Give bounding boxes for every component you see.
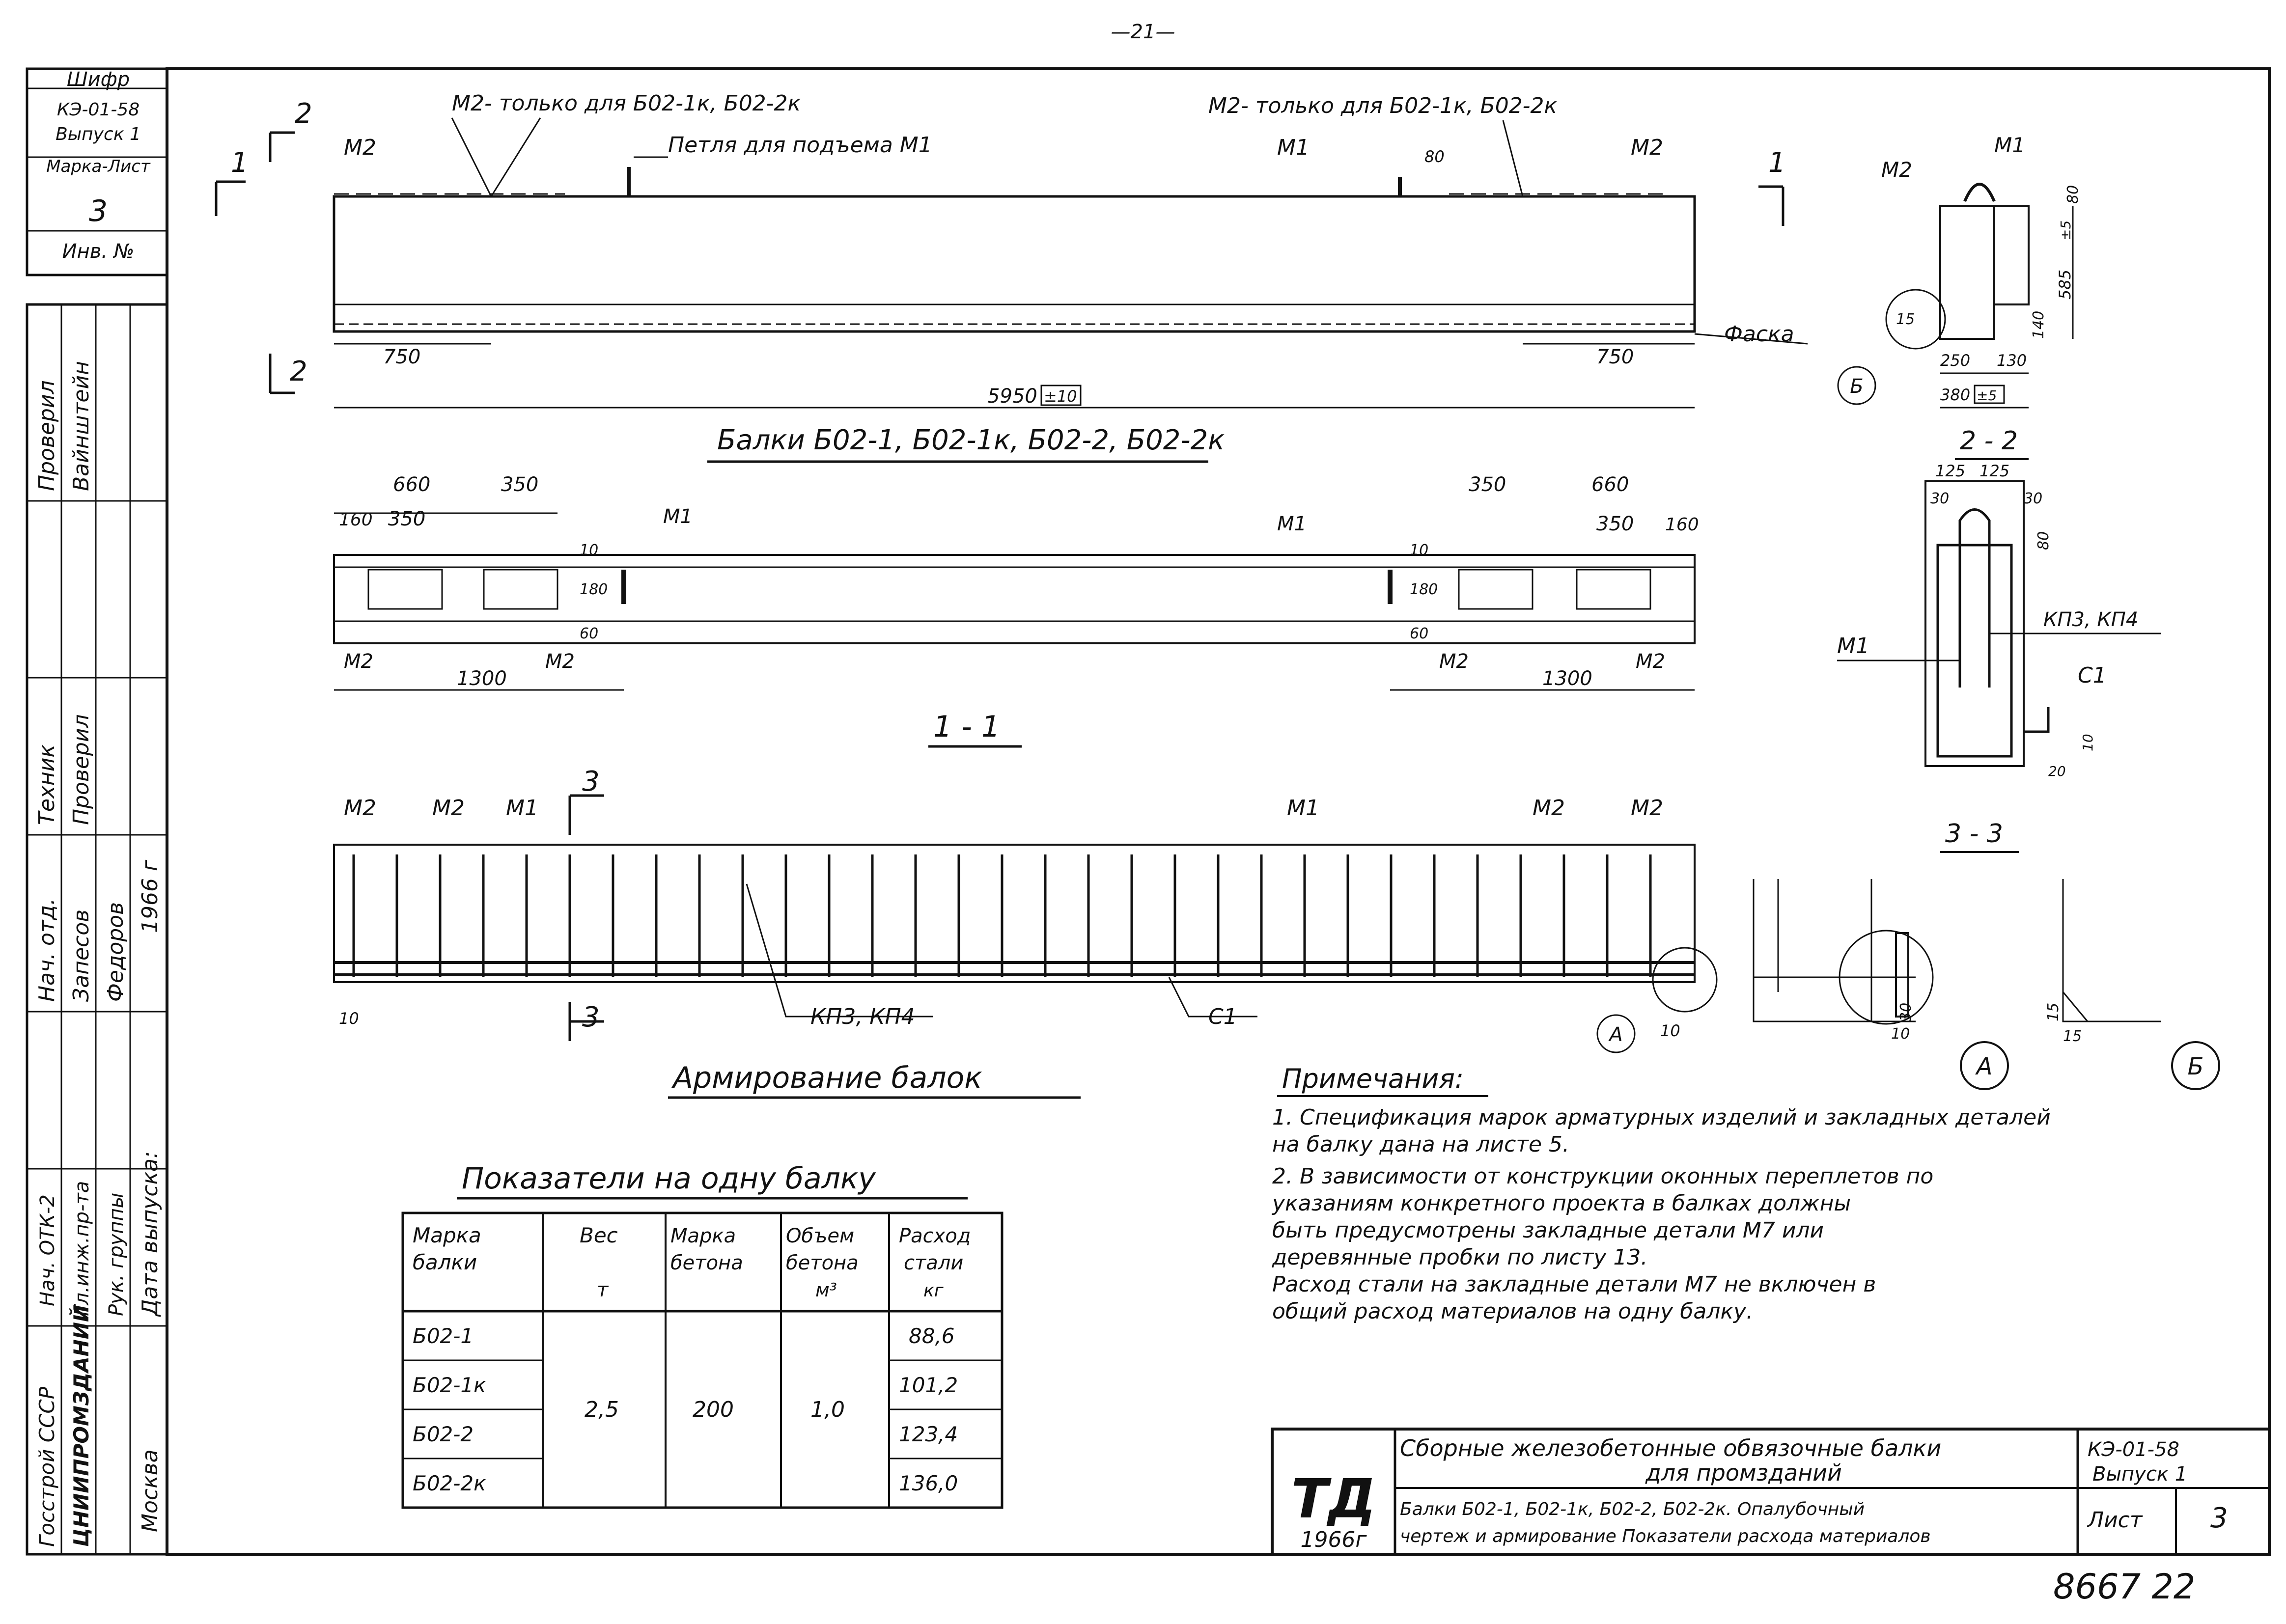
note-line-5: быть предусмотрены закладные детали М7 или xyxy=(1272,1218,1824,1243)
th-stal-2: стали xyxy=(904,1252,964,1274)
top-left-stamp xyxy=(27,68,167,275)
stamp-code: КЭ-01-58 xyxy=(56,100,140,120)
plan-dim-660-r: 660 xyxy=(1591,473,1629,496)
cs-d140: 140 xyxy=(2030,310,2047,339)
plan-m2-3: М2 xyxy=(1439,650,1469,673)
beam-elevation xyxy=(216,91,1808,462)
tb-list-num: 3 xyxy=(2210,1502,2228,1534)
sec-2-bottom: 2 xyxy=(290,356,307,387)
rein-m1-l: М1 xyxy=(506,796,538,821)
tb-year: 1966г xyxy=(1300,1527,1367,1552)
side-zapesov: Запесов xyxy=(69,909,94,1002)
side-tekhnik: Техник xyxy=(34,744,59,825)
th-stal-1: Расход xyxy=(899,1225,971,1247)
tb-title-1: Сборные железобетонные обвязочные балки xyxy=(1400,1435,1942,1461)
s22-d20: 20 xyxy=(2048,763,2066,779)
side-proveril-label: Проверил xyxy=(34,380,59,491)
row-3-steel: 123,4 xyxy=(899,1422,958,1446)
plan-dim-60-r: 60 xyxy=(1410,625,1429,642)
faska-label: Фаска xyxy=(1724,322,1794,347)
plan-title: 1 - 1 xyxy=(933,710,1001,744)
th-obem-3: м³ xyxy=(815,1279,837,1301)
row-4-marka: Б02-2к xyxy=(413,1471,486,1495)
plan-dim-180-l: 180 xyxy=(580,581,608,598)
row-2-steel: 101,2 xyxy=(899,1373,958,1397)
cs-d130: 130 xyxy=(1997,351,2027,370)
cs-callout-b: Б xyxy=(1850,375,1864,398)
plan-dim-660-l: 660 xyxy=(393,473,431,496)
plan-dim-350-l2: 350 xyxy=(388,508,426,530)
rein-sec3-top: 3 xyxy=(582,766,600,798)
s22-d30b: 30 xyxy=(2024,490,2043,507)
plan-dim-350-l1: 350 xyxy=(501,473,539,496)
cell-weight: 2,5 xyxy=(585,1397,619,1422)
cs-d250: 250 xyxy=(1940,351,1971,370)
cs-d380: 380 xyxy=(1940,385,1971,404)
s33-d10: 10 xyxy=(1891,1025,1910,1043)
row-3-marka: Б02-2 xyxy=(413,1422,474,1446)
th-obem-2: бетона xyxy=(786,1252,859,1274)
rein-m2-3: М2 xyxy=(1533,796,1565,821)
rein-m1-r: М1 xyxy=(1287,796,1319,821)
plan-dim-350-r1: 350 xyxy=(1469,473,1506,496)
td-logo: ТД xyxy=(1291,1467,1376,1530)
dim-tolerance: ±10 xyxy=(1044,387,1077,406)
stamp-inv: Инв. № xyxy=(62,240,135,263)
tb-vypusk: Выпуск 1 xyxy=(2092,1463,2188,1486)
s22-d125a: 125 xyxy=(1935,462,1966,480)
side-signature-block xyxy=(27,304,167,1554)
s22-title: 2 - 2 xyxy=(1960,426,2018,456)
s33-callout-a: А xyxy=(1976,1053,1993,1080)
dim-750-right: 750 xyxy=(1596,346,1634,368)
m2-note-left: М2- только для Б02-1к, Б02-2к xyxy=(452,91,801,116)
side-gosstroy: Госстрой СССР xyxy=(35,1386,59,1547)
title-block xyxy=(1272,1429,2269,1554)
s22-m1: М1 xyxy=(1837,633,1869,659)
plan-dim-10-l: 10 xyxy=(580,542,599,559)
plan-dim-10-r: 10 xyxy=(1410,542,1429,559)
s22-d10: 10 xyxy=(2080,734,2096,751)
plan-m2-2: М2 xyxy=(545,650,575,673)
rein-sec3-bottom: 3 xyxy=(582,1001,600,1033)
row-2-marka: Б02-1к xyxy=(413,1373,486,1397)
elev-m2-right: М2 xyxy=(1631,135,1663,160)
note-line-8: общий расход материалов на одну балку. xyxy=(1272,1299,1754,1324)
cell-volume: 1,0 xyxy=(810,1397,845,1422)
cell-concrete: 200 xyxy=(693,1397,734,1422)
th-beton-1: Марка xyxy=(670,1225,736,1247)
s22-d80: 80 xyxy=(2035,531,2052,550)
row-1-marka: Б02-1 xyxy=(413,1324,474,1348)
tb-desc-2: чертеж и армирование Показатели расхода материалов xyxy=(1400,1526,1931,1546)
rein-kp: КП3, КП4 xyxy=(810,1004,915,1029)
side-year: 1966 г xyxy=(138,859,163,933)
side-proverki: Проверил xyxy=(69,714,94,825)
stamp-sheet: 3 xyxy=(88,194,108,228)
elev-m1: М1 xyxy=(1277,135,1310,160)
dim-750-left: 750 xyxy=(383,346,421,368)
th-marka-2: балки xyxy=(413,1250,477,1274)
side-moskva: Москва xyxy=(138,1449,163,1532)
elev-dim-80: 80 xyxy=(1424,147,1445,166)
s33-d30: 30 xyxy=(1897,1002,1915,1021)
cs-tol-r: ±5 xyxy=(2058,220,2074,241)
row-1-steel: 88,6 xyxy=(909,1324,955,1348)
side-data-vypuska: Дата выпуска: xyxy=(138,1151,163,1316)
page-number: —21— xyxy=(1111,21,1175,43)
plan-m1-l: М1 xyxy=(663,505,693,528)
plan-dim-350-r2: 350 xyxy=(1596,513,1634,535)
th-marka-1: Марка xyxy=(413,1223,481,1247)
cross-section xyxy=(1838,133,2082,408)
th-ves-2: т xyxy=(597,1279,609,1301)
side-ruk-gr: Рук. группы xyxy=(105,1192,128,1316)
section-2-2 xyxy=(1837,426,2161,779)
plan-m2-1: М2 xyxy=(344,650,373,673)
tb-list-label: Лист xyxy=(2088,1508,2143,1533)
side-gl-inzh: Гл.инж.пр-та xyxy=(71,1181,93,1316)
s33-d15a: 15 xyxy=(2045,1002,2062,1021)
s33-title: 3 - 3 xyxy=(1945,819,2003,849)
plan-m2-4: М2 xyxy=(1636,650,1665,673)
reinforcement-title: Армирование балок xyxy=(673,1061,982,1095)
s33-d15b: 15 xyxy=(2063,1028,2082,1045)
th-ves-1: Вес xyxy=(580,1223,618,1247)
cs-d80: 80 xyxy=(2064,185,2082,204)
stamp-marka-list: Марка-Лист xyxy=(46,157,150,176)
rein-callout-a: А xyxy=(1609,1023,1623,1046)
notes xyxy=(1271,1063,2051,1324)
elev-m2-left: М2 xyxy=(344,135,376,160)
side-nach: Нач. отд. xyxy=(34,898,59,1002)
rein-c1: С1 xyxy=(1208,1004,1237,1029)
stamp-vypusk: Выпуск 1 xyxy=(56,124,141,144)
table-title: Показатели на одну балку xyxy=(462,1161,876,1196)
note-line-6: деревянные пробки по листу 13. xyxy=(1272,1245,1648,1270)
reinforcement-view xyxy=(334,766,1717,1098)
indicators-table xyxy=(403,1161,1002,1508)
side-fedorov: Федоров xyxy=(103,902,128,1002)
th-stal-3: кг xyxy=(923,1281,944,1301)
elevation-title: Балки Б02-1, Б02-1к, Б02-2, Б02-2к xyxy=(717,424,1225,456)
note-line-1: 1. Спецификация марок арматурных изделий и закладных деталей xyxy=(1272,1105,2051,1130)
stamp-shifr: Шифр xyxy=(66,68,130,91)
s22-kp: КП3, КП4 xyxy=(2043,608,2139,631)
s33-callout-b: Б xyxy=(2187,1053,2204,1080)
loop-note: Петля для подъема М1 xyxy=(668,133,932,158)
rein-dim-10-l: 10 xyxy=(339,1009,359,1028)
m2-note-right: М2- только для Б02-1к, Б02-2к xyxy=(1208,93,1558,118)
sec-1-right: 1 xyxy=(1768,147,1786,179)
note-line-4: указаниям конкретного проекта в балках должны xyxy=(1272,1191,1851,1216)
tb-code: КЭ-01-58 xyxy=(2088,1438,2179,1461)
plan-dim-60-l: 60 xyxy=(580,625,599,642)
cs-m2: М2 xyxy=(1881,158,1912,182)
plan-dim-1300-r: 1300 xyxy=(1542,667,1592,690)
side-org: ЦНИИПРОМЗДАНИЙ xyxy=(69,1304,93,1547)
plan-dim-160-r: 160 xyxy=(1665,515,1699,535)
rein-dim-10-r: 10 xyxy=(1660,1021,1680,1040)
plan-m1-r: М1 xyxy=(1277,513,1307,535)
stirrups xyxy=(354,854,1650,977)
s22-d30a: 30 xyxy=(1930,490,1950,507)
dim-5950: 5950 xyxy=(987,385,1037,408)
row-4-steel: 136,0 xyxy=(899,1471,958,1495)
section-3-3 xyxy=(1754,819,2219,1089)
cs-d15: 15 xyxy=(1896,311,1915,328)
cs-m1: М1 xyxy=(1994,133,2025,157)
th-beton-2: бетона xyxy=(670,1252,743,1274)
footer-code: 8667 22 xyxy=(2053,1567,2196,1607)
side-nach-otk: Нач. ОТК-2 xyxy=(36,1194,59,1306)
note-line-7: Расход стали на закладные детали М7 не включен в xyxy=(1272,1272,1876,1297)
s22-c1: С1 xyxy=(2078,663,2107,688)
cs-d585: 585 xyxy=(2056,269,2074,300)
plan-dim-180-r: 180 xyxy=(1410,581,1438,598)
plan-section-1-1 xyxy=(334,473,1699,746)
sheet-frame xyxy=(167,69,2269,1554)
rein-m2-2: М2 xyxy=(432,796,465,821)
s22-d125b: 125 xyxy=(1979,462,2010,480)
rein-m2-1: М2 xyxy=(344,796,376,821)
note-line-2: на балку дана на листе 5. xyxy=(1272,1132,1569,1157)
sec-1-left: 1 xyxy=(231,147,249,179)
notes-title: Примечания: xyxy=(1282,1063,1464,1094)
plan-dim-160-l: 160 xyxy=(339,510,373,530)
side-proveril-name: Вайнштейн xyxy=(69,361,94,491)
rein-m2-4: М2 xyxy=(1631,796,1663,821)
th-obem-1: Объем xyxy=(786,1225,855,1247)
tb-desc-1: Балки Б02-1, Б02-1к, Б02-2, Б02-2к. Опалубочный xyxy=(1400,1499,1865,1519)
sec-2-top: 2 xyxy=(295,98,312,130)
cs-tol5: ±5 xyxy=(1977,387,1997,404)
tb-title-2: для промзданий xyxy=(1645,1459,1842,1486)
plan-dim-1300-l: 1300 xyxy=(457,667,507,690)
note-line-3: 2. В зависимости от конструкции оконных переплетов по xyxy=(1272,1164,1934,1189)
